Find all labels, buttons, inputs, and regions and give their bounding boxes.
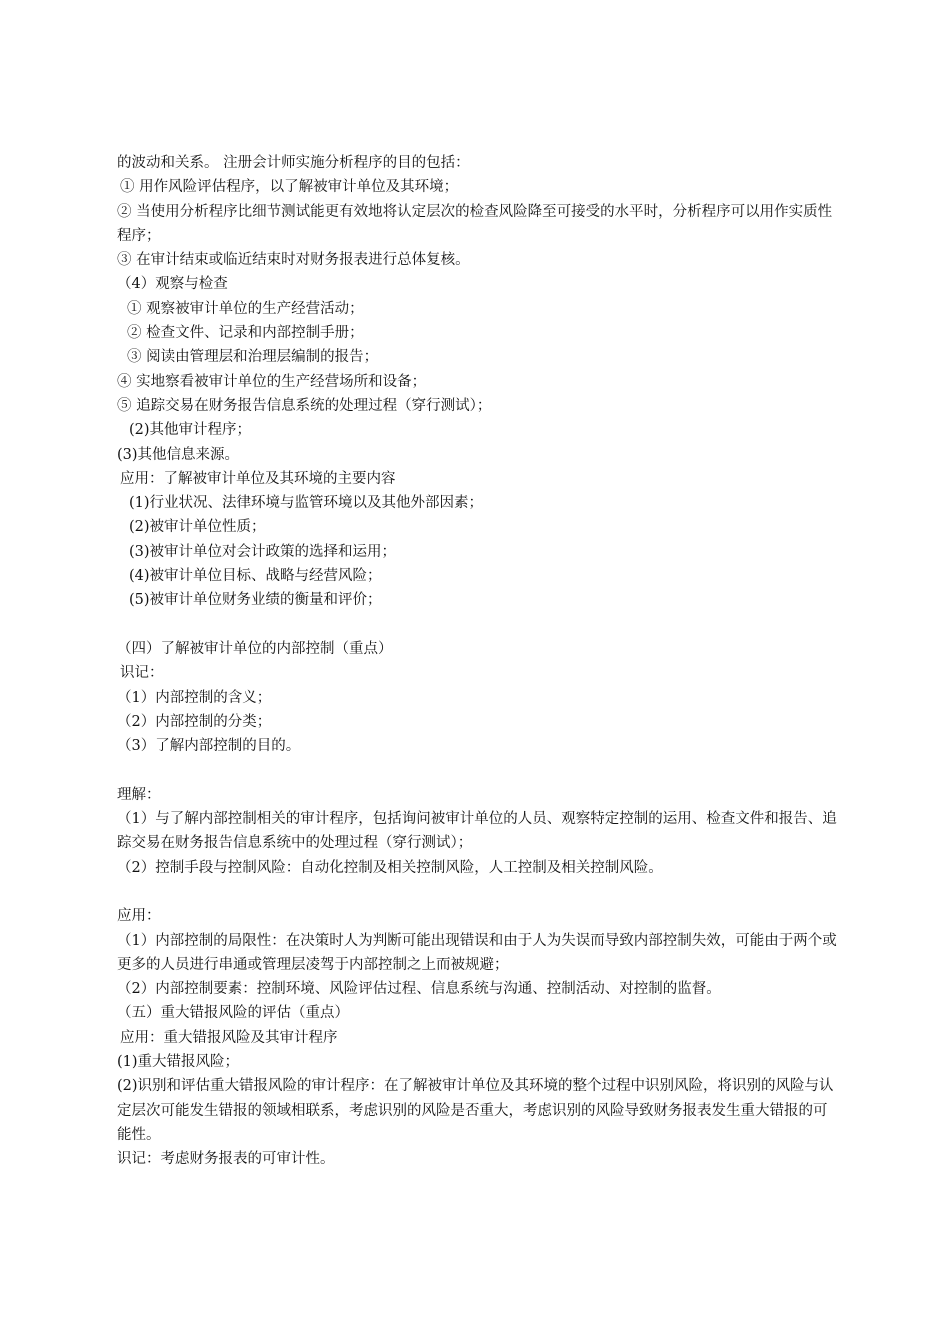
text-line: ③ 在审计结束或临近结束时对财务报表进行总体复核。 — [117, 252, 470, 269]
text-line: （2）内部控制要素：控制环境、风险评估过程、信息系统与沟通、控制活动、对控制的监督。 — [117, 981, 721, 998]
subsection-label: 应用： — [117, 908, 161, 925]
text-line: (1)行业状况、法律环境与监管环境以及其他外部因素； — [129, 495, 484, 512]
text-line: （2）控制手段与控制风险：自动化控制及相关控制风险，人工控制及相关控制风险。 — [117, 859, 663, 876]
text-line: (1)重大错报风险； — [117, 1053, 240, 1070]
blank-line — [117, 880, 841, 904]
subsection-label: 识记： — [120, 665, 164, 682]
text-line: （3）了解内部控制的目的。 — [117, 738, 301, 755]
subsection-label: 应用：重大错报风险及其审计程序 — [120, 1029, 338, 1046]
blank-line — [117, 613, 841, 637]
text-line: (3)被审计单位对会计政策的选择和运用； — [129, 543, 397, 560]
section-heading: （五）重大错报风险的评估（重点） — [117, 1005, 349, 1022]
text-line: 的波动和关系。 注册会计师实施分析程序的目的包括： — [117, 155, 470, 171]
text-line: (4)被审计单位目标、战略与经营风险； — [129, 568, 382, 585]
text-line: (2)其他审计程序； — [129, 422, 252, 439]
subsection-label: 应用：了解被审计单位及其环境的主要内容 — [120, 470, 396, 487]
text-line: ④ 实地察看被审计单位的生产经营场所和设备； — [117, 373, 427, 390]
text-line: ③ 阅读由管理层和治理层编制的报告； — [127, 349, 379, 366]
subsection-label: 理解： — [117, 786, 161, 803]
blank-line — [117, 758, 841, 782]
text-paragraph: ② 当使用分析程序比细节测试能更有效地将认定层次的检查风险降至可接受的水平时，分析程序可以用作实质性程序； — [117, 203, 833, 244]
text-line: 识记：考虑财务报表的可审计性。 — [117, 1151, 335, 1168]
text-line: ① 用作风险评估程序，以了解被审计单位及其环境； — [120, 179, 459, 196]
section-heading: （四）了解被审计单位的内部控制（重点） — [117, 640, 393, 657]
text-paragraph: （1）与了解内部控制相关的审计程序，包括询问被审计单位的人员、观察特定控制的运用、检查文件和报告、追踪交易在财务报告信息系统中的处理过程（穿行测试）； — [117, 811, 837, 852]
text-paragraph: (2)识别和评估重大错报风险的审计程序：在了解被审计单位及其环境的整个过程中识别风险，将识别的风险与认定层次可能发生错报的领域相联系，考虑识别的风险是否重大，考虑识别的风险导致财务报表发生重大错报的可能性。 — [117, 1078, 834, 1143]
section-heading: （4）观察与检查 — [117, 276, 228, 293]
text-paragraph: （1）内部控制的局限性：在决策时人为判断可能出现错误和由于人为失误而导致内部控制失效，可能由于两个或更多的人员进行串通或管理层凌驾于内部控制之上而被规避； — [117, 932, 837, 973]
text-line: ② 检查文件、记录和内部控制手册； — [127, 325, 364, 342]
document-body — [117, 151, 841, 1171]
text-line: ① 观察被审计单位的生产经营活动； — [127, 300, 364, 317]
text-line: （1）内部控制的含义； — [117, 689, 272, 706]
text-line: (3)其他信息来源。 — [117, 446, 240, 463]
text-line: ⑤ 追踪交易在财务报告信息系统的处理过程（穿行测试）； — [117, 397, 492, 414]
text-line: （2）内部控制的分类； — [117, 713, 272, 730]
text-line: (5)被审计单位财务业绩的衡量和评价； — [129, 592, 382, 609]
text-line: (2)被审计单位性质； — [129, 519, 266, 536]
